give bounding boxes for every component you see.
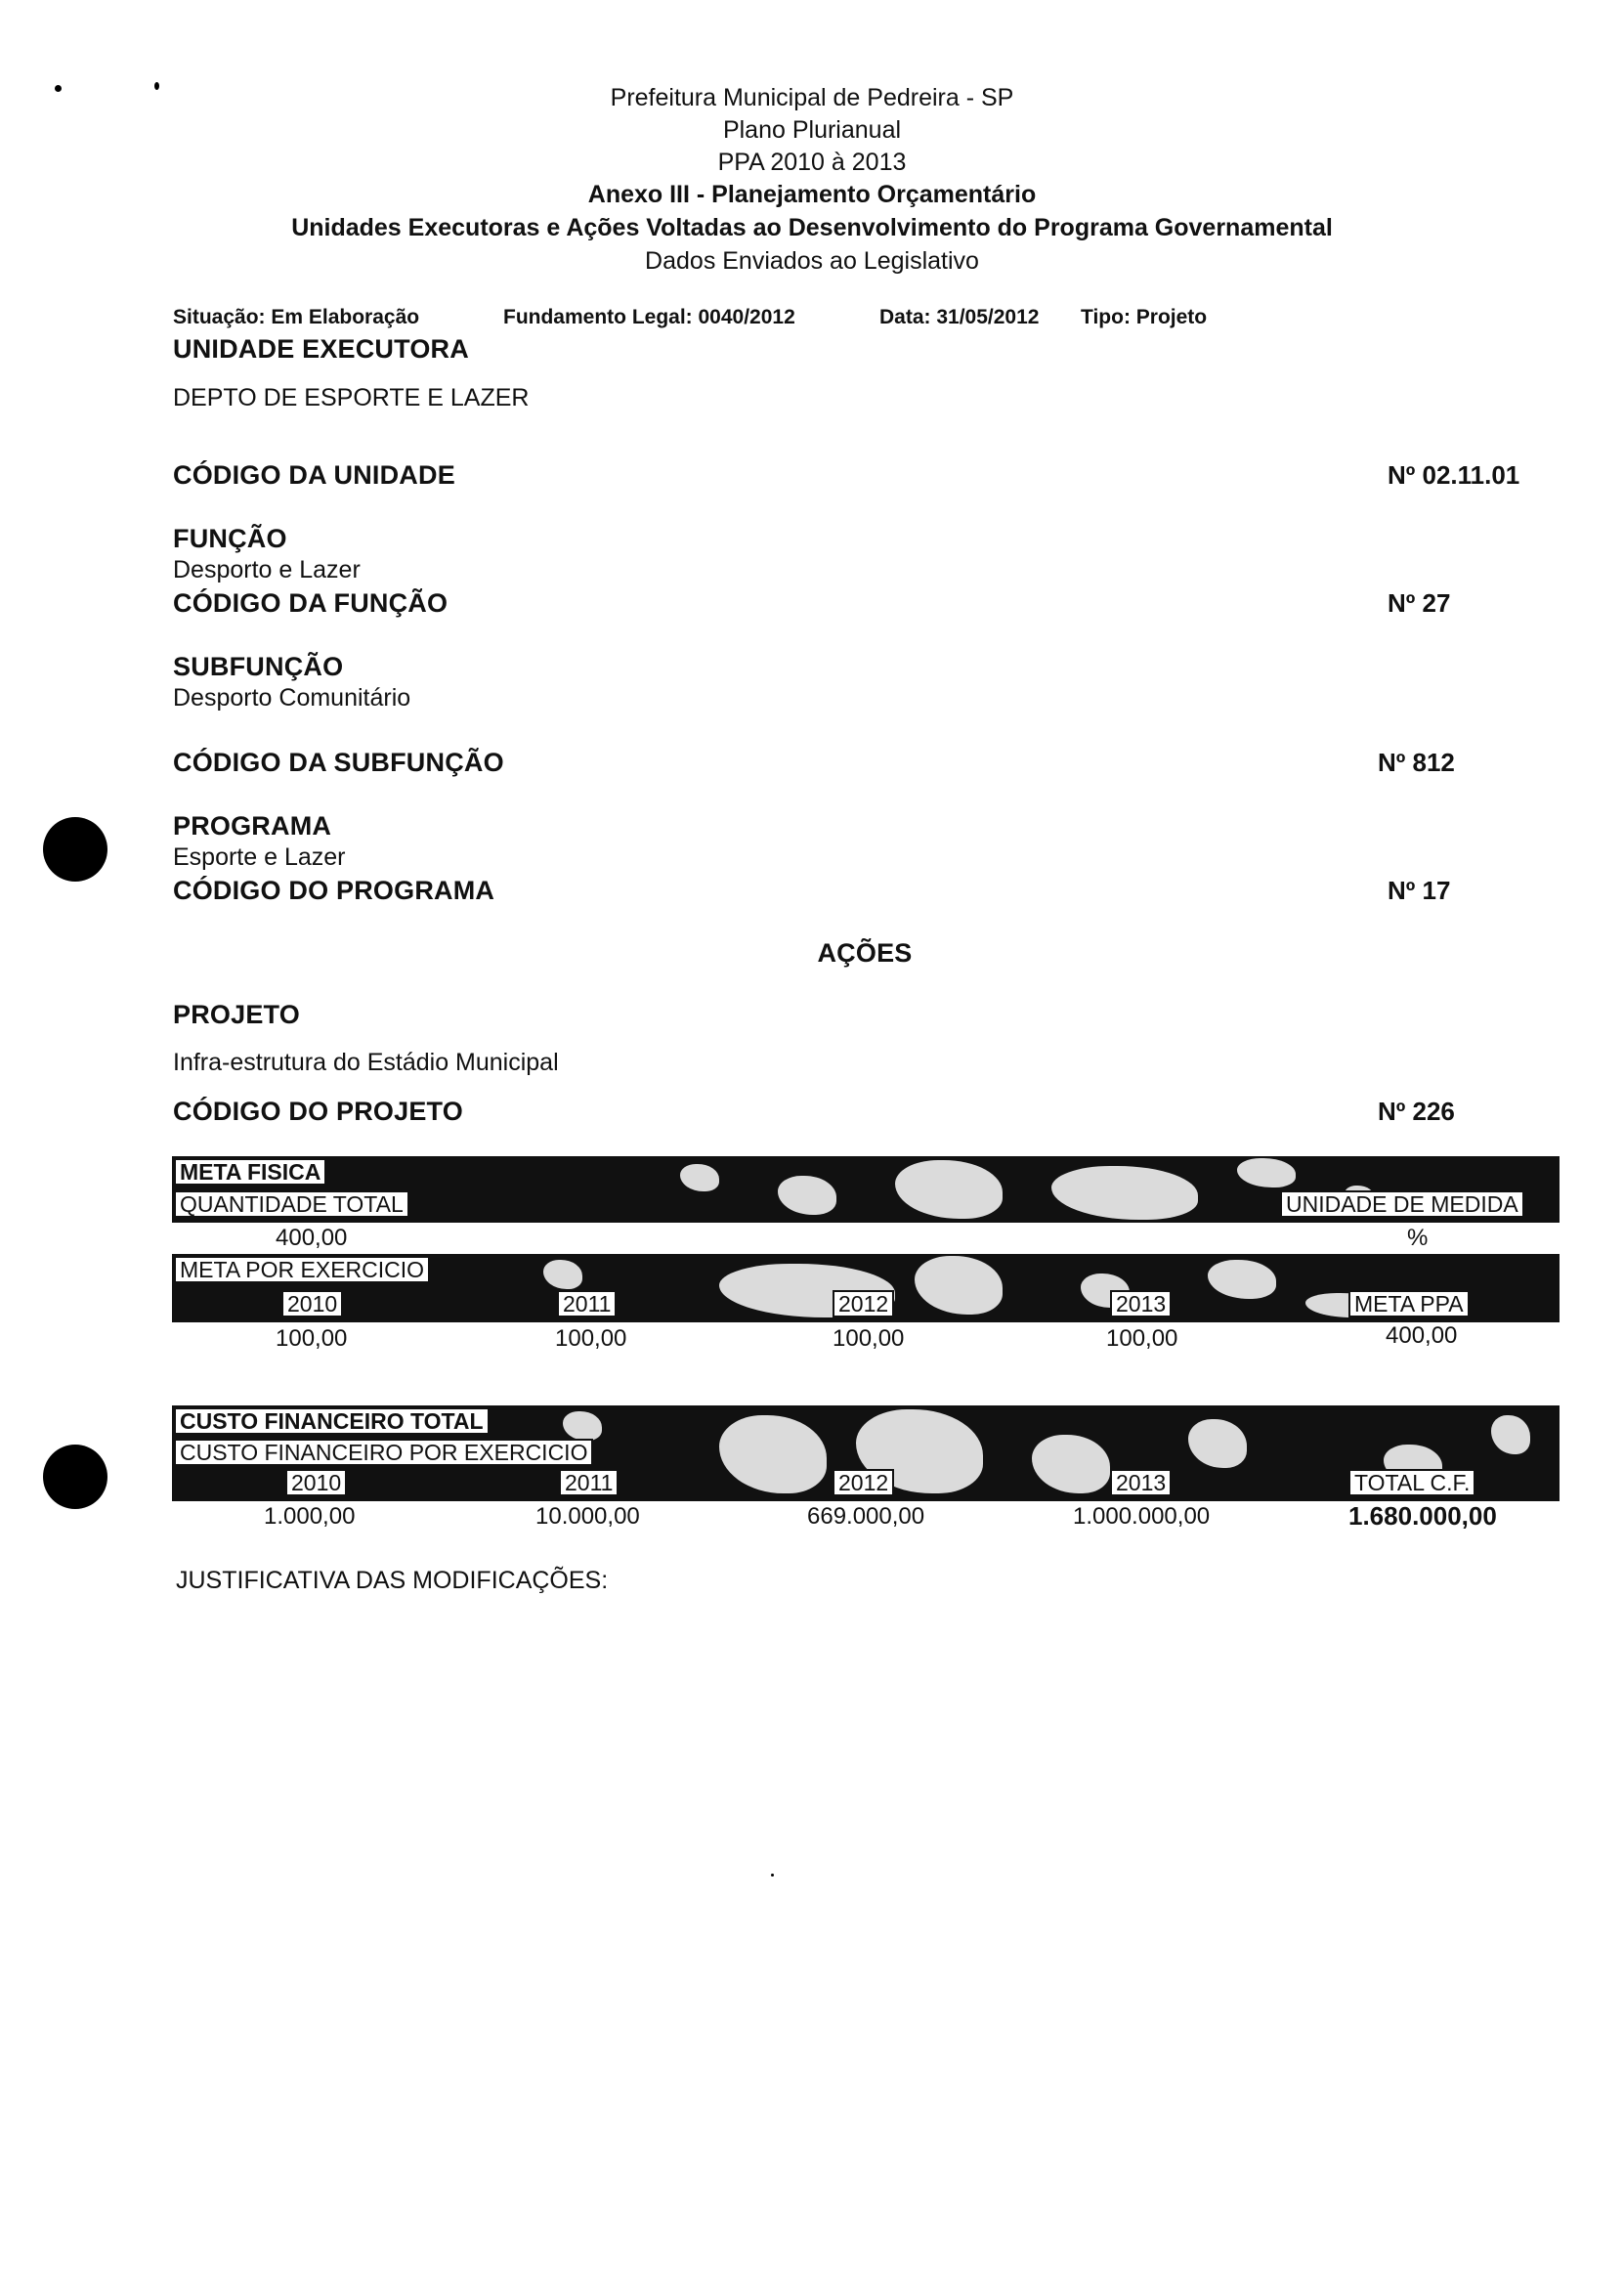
custo-value-2013: 1.000.000,00 [1073, 1503, 1211, 1530]
header-line-5: Unidades Executoras e Ações Voltadas ao Desenvolvimento do Programa Governamental [291, 214, 1333, 241]
subfuncao-value: Desporto Comunitário [173, 684, 411, 712]
funcao-value: Desporto e Lazer [173, 556, 361, 583]
meta-year-2010: 2010 [281, 1290, 343, 1317]
meta-fisica-title: META FISICA [174, 1158, 326, 1186]
tipo: Tipo: Projeto [1081, 306, 1208, 328]
projeto-value: Infra-estrutura do Estádio Municipal [173, 1049, 559, 1076]
custo-total-title: CUSTO FINANCEIRO TOTAL [174, 1407, 490, 1435]
unidade-code-label: CÓDIGO DA UNIDADE [173, 460, 455, 490]
custo-total-cf-label: TOTAL C.F. [1348, 1469, 1475, 1496]
quantidade-total-label: QUANTIDADE TOTAL [174, 1190, 409, 1218]
header-line-2: Plano Plurianual [722, 116, 902, 144]
meta-year-2011: 2011 [557, 1290, 617, 1317]
meta-ppa-value: 400,00 [1386, 1322, 1458, 1349]
meta-year-2012: 2012 [833, 1290, 894, 1317]
unidade-value: DEPTO DE ESPORTE E LAZER [173, 384, 530, 411]
acoes-heading: AÇÕES [817, 938, 913, 968]
subfuncao-label: SUBFUNÇÃO [173, 652, 344, 681]
subfuncao-code: Nº 812 [1378, 748, 1455, 777]
meta-value-2010: 100,00 [276, 1325, 348, 1352]
justificativa-label: JUSTIFICATIVA DAS MODIFICAÇÕES: [176, 1567, 609, 1594]
custo-value-2010: 1.000,00 [264, 1503, 356, 1530]
meta-value-2012: 100,00 [833, 1325, 905, 1352]
header-line-3: PPA 2010 à 2013 [717, 149, 907, 176]
custo-total-value: 1.680.000,00 [1348, 1501, 1497, 1531]
punch-hole [43, 1445, 107, 1509]
meta-year-2013: 2013 [1110, 1290, 1172, 1317]
funcao-label: FUNÇÃO [173, 524, 287, 553]
projeto-code: Nº 226 [1378, 1097, 1455, 1126]
custo-year-2013: 2013 [1110, 1469, 1172, 1496]
programa-code-label: CÓDIGO DO PROGRAMA [173, 876, 495, 905]
custo-year-2010: 2010 [285, 1469, 347, 1496]
unidade-label: UNIDADE EXECUTORA [173, 334, 469, 364]
programa-label: PROGRAMA [173, 811, 332, 841]
funcao-code-label: CÓDIGO DA FUNÇÃO [173, 588, 449, 618]
situacao: Situação: Em Elaboração [173, 306, 420, 328]
custo-year-2012: 2012 [833, 1469, 894, 1496]
programa-code: Nº 17 [1388, 876, 1451, 905]
meta-value-2013: 100,00 [1106, 1325, 1178, 1352]
unidade-code: Nº 02.11.01 [1388, 460, 1520, 490]
header-line-1: Prefeitura Municipal de Pedreira - SP [610, 84, 1014, 111]
meta-por-exercicio-label: META POR EXERCICIO [174, 1256, 430, 1283]
projeto-label: PROJETO [173, 1000, 300, 1029]
header-line-6: Dados Enviados ao Legislativo [645, 247, 979, 275]
data: Data: 31/05/2012 [879, 306, 1040, 328]
meta-value-2011: 100,00 [555, 1325, 627, 1352]
projeto-code-label: CÓDIGO DO PROJETO [173, 1097, 463, 1126]
scan-speck [771, 1874, 774, 1877]
subfuncao-code-label: CÓDIGO DA SUBFUNÇÃO [173, 748, 504, 777]
programa-value: Esporte e Lazer [173, 843, 346, 871]
fundamento-legal: Fundamento Legal: 0040/2012 [503, 306, 795, 328]
funcao-code: Nº 27 [1388, 588, 1451, 618]
custo-value-2012: 669.000,00 [807, 1503, 925, 1530]
custo-por-exercicio-label: CUSTO FINANCEIRO POR EXERCICIO [174, 1439, 593, 1466]
custo-value-2011: 10.000,00 [535, 1503, 640, 1530]
quantidade-total-value: 400,00 [276, 1225, 348, 1251]
unidade-medida-value: % [1407, 1225, 1429, 1251]
punch-hole [43, 817, 107, 882]
unidade-medida-label: UNIDADE DE MEDIDA [1280, 1190, 1524, 1218]
custo-year-2011: 2011 [559, 1469, 619, 1496]
meta-ppa-label: META PPA [1348, 1290, 1470, 1317]
header-line-4: Anexo III - Planejamento Orçamentário [587, 181, 1037, 208]
